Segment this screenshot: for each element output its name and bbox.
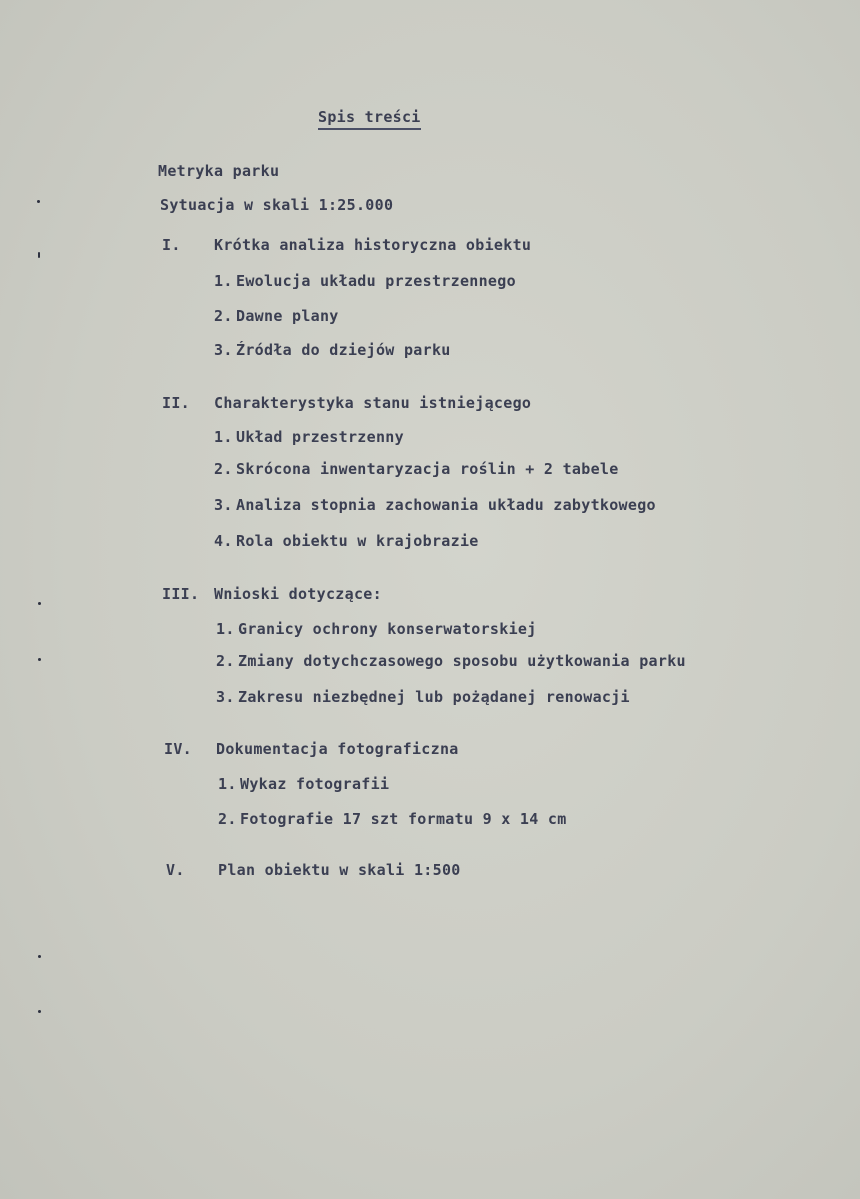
list-item [216,652,686,670]
list-item [214,307,339,325]
section-numeral: II. [162,394,190,412]
item-number: 1. [214,428,233,446]
section-title: Dokumentacja fotograficzna [216,740,459,758]
item-text: Dawne plany [236,307,339,325]
binding-mark [38,602,41,605]
section-heading [162,585,382,603]
section-heading [162,394,531,412]
item-text: Zakresu niezbędnej lub pożądanej renowacji [238,688,630,706]
item-number: 2. [214,460,233,478]
list-item [214,341,451,359]
binding-mark [38,1010,41,1013]
page-title: Spis treści [318,108,421,130]
section-title: Krótka analiza historyczna obiektu [214,236,532,254]
item-text: Ewolucja układu przestrzennego [236,272,516,290]
item-text: Źródła do dziejów parku [236,341,451,359]
item-text: Wykaz fotografii [240,775,390,793]
item-text: Skrócona inwentaryzacja roślin + 2 tabele [236,460,619,478]
item-number: 1. [216,620,235,638]
section-title: Plan obiektu w skali 1:500 [218,861,461,879]
item-text: Zmiany dotychczasowego sposobu użytkowania parku [238,652,686,670]
section-numeral: III. [162,585,200,603]
item-text: Fotografie 17 szt formatu 9 x 14 cm [240,810,567,828]
item-number: 4. [214,532,233,550]
item-number: 3. [214,341,233,359]
section-title: Wnioski dotyczące: [214,585,382,603]
intro-item: Sytuacja w skali 1:25.000 [160,196,394,214]
list-item [214,272,516,290]
list-item [214,532,479,550]
binding-mark [38,252,40,258]
section-numeral: IV. [164,740,192,758]
list-item [218,810,567,828]
item-number: 2. [218,810,237,828]
item-text: Układ przestrzenny [236,428,404,446]
list-item [214,428,404,446]
section-heading [164,740,459,758]
item-text: Rola obiektu w krajobrazie [236,532,479,550]
item-number: 3. [216,688,235,706]
list-item [216,688,630,706]
item-number: 3. [214,496,233,514]
item-number: 1. [218,775,237,793]
list-item [214,460,619,478]
item-number: 1. [214,272,233,290]
section-numeral: I. [162,236,181,254]
intro-item: Metryka parku [158,162,280,180]
section-heading [162,236,531,254]
binding-mark [38,955,41,958]
section-heading [166,861,461,879]
item-number: 2. [216,652,235,670]
list-item [214,496,656,514]
section-title: Charakterystyka stanu istniejącego [214,394,532,412]
binding-mark [37,200,40,203]
binding-mark [38,658,41,661]
section-numeral: V. [166,861,185,879]
item-number: 2. [214,307,233,325]
item-text: Analiza stopnia zachowania układu zabytkowego [236,496,656,514]
list-item [218,775,389,793]
item-text: Granicy ochrony konserwatorskiej [238,620,537,638]
list-item [216,620,537,638]
